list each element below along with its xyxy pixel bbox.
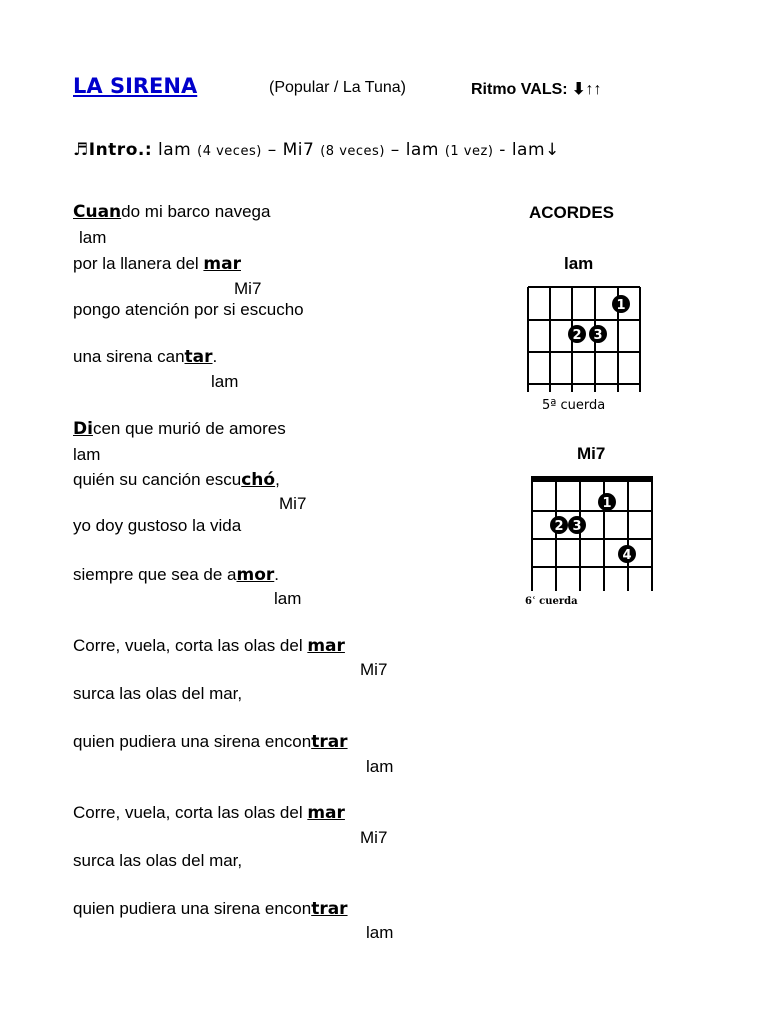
lyric-text: una sirena can bbox=[73, 347, 185, 366]
rhythm-label: Ritmo VALS: ⬇↑↑ bbox=[471, 81, 602, 98]
lyric-line bbox=[73, 202, 270, 222]
lyric-text: por la llanera del bbox=[73, 254, 204, 273]
finger-dot bbox=[618, 545, 636, 563]
stressed-syllable: trar bbox=[311, 899, 348, 919]
lyric-line bbox=[73, 300, 304, 320]
finger-number: 2 bbox=[554, 519, 564, 534]
chords-heading: ACORDES bbox=[529, 203, 615, 222]
chord-label: lam bbox=[274, 589, 302, 608]
finger-dot bbox=[568, 325, 586, 343]
lyric-line bbox=[73, 803, 345, 823]
chord-label: lam bbox=[366, 757, 394, 776]
lyric-line bbox=[73, 254, 241, 274]
finger-dot bbox=[612, 295, 630, 313]
lyric-line bbox=[73, 732, 348, 752]
chord-label: Mi7 bbox=[360, 828, 388, 847]
intro-line bbox=[73, 140, 560, 160]
lyric-text: . bbox=[212, 347, 218, 366]
lyric-line bbox=[73, 419, 286, 439]
finger-dot bbox=[568, 516, 586, 534]
lyric-text: quien pudiera una sirena encon bbox=[73, 732, 312, 751]
chord-label: lam bbox=[366, 923, 394, 942]
lyric-line bbox=[73, 565, 279, 585]
lyric-line bbox=[73, 851, 242, 871]
finger-number: 3 bbox=[572, 519, 582, 534]
finger-number: 3 bbox=[593, 328, 603, 343]
intro-count: (8 veces) bbox=[320, 144, 385, 159]
lyric-text: pongo atención por si escucho bbox=[73, 300, 304, 319]
lyric-line bbox=[73, 470, 280, 490]
intro-part: lam bbox=[152, 140, 198, 160]
intro-count: (1 vez) bbox=[444, 144, 494, 159]
intro-count: (4 veces) bbox=[197, 144, 262, 159]
finger-dot bbox=[598, 493, 616, 511]
lyric-text: yo doy gustoso la vida bbox=[73, 516, 242, 535]
lyric-text: , bbox=[275, 470, 280, 489]
finger-dot bbox=[550, 516, 568, 534]
chord-name-lam: lam bbox=[564, 254, 594, 273]
finger-dot bbox=[589, 325, 607, 343]
chord-diagram-mi7 bbox=[524, 473, 659, 598]
lyric-line bbox=[73, 516, 241, 536]
music-note-icon: ♬ bbox=[73, 140, 89, 160]
song-subtitle: (Popular / La Tuna) bbox=[269, 79, 406, 96]
stressed-syllable: tar bbox=[184, 347, 213, 367]
stressed-syllable: trar bbox=[311, 732, 348, 752]
string-label-mi7: 6ʿ cuerda bbox=[525, 596, 578, 607]
lyric-line bbox=[73, 899, 348, 919]
stressed-syllable: mar bbox=[307, 636, 345, 656]
chord-label: Mi7 bbox=[234, 279, 262, 298]
stressed-syllable: Cuan bbox=[73, 202, 122, 222]
chord-label: lam bbox=[211, 372, 239, 391]
lyric-text: . bbox=[274, 565, 280, 584]
chord-name-mi7: Mi7 bbox=[577, 444, 606, 463]
lyric-text: Corre, vuela, corta las olas del bbox=[73, 803, 308, 822]
finger-number: 1 bbox=[616, 298, 626, 313]
chord-diagram-lam bbox=[520, 280, 650, 395]
intro-part: - lam↓ bbox=[493, 140, 560, 160]
lyric-text: surca las olas del mar, bbox=[73, 684, 243, 703]
lyric-text: do mi barco navega bbox=[121, 202, 271, 221]
chord-label: lam bbox=[73, 445, 101, 464]
lyric-line bbox=[73, 636, 345, 656]
lyric-text: quien pudiera una sirena encon bbox=[73, 899, 312, 918]
lyric-line bbox=[73, 347, 217, 367]
intro-label: Intro.: bbox=[88, 140, 153, 160]
lyric-text: siempre que sea de a bbox=[73, 565, 237, 584]
chord-label: lam bbox=[79, 228, 107, 247]
lyric-text: quién su canción escu bbox=[73, 470, 242, 489]
chord-label: Mi7 bbox=[360, 660, 388, 679]
stressed-syllable: mor bbox=[236, 565, 275, 585]
finger-number: 1 bbox=[602, 496, 612, 511]
lyric-text: surca las olas del mar, bbox=[73, 851, 243, 870]
chord-label: Mi7 bbox=[279, 494, 307, 513]
lyric-text: Corre, vuela, corta las olas del bbox=[73, 636, 308, 655]
song-title: LA SIRENA bbox=[73, 74, 198, 98]
finger-number: 4 bbox=[622, 548, 632, 563]
intro-part: – lam bbox=[384, 140, 445, 160]
lyric-line bbox=[73, 684, 242, 704]
stressed-syllable: mar bbox=[203, 254, 241, 274]
intro-part: – Mi7 bbox=[261, 140, 321, 160]
stressed-syllable: Di bbox=[73, 419, 93, 439]
finger-number: 2 bbox=[572, 328, 582, 343]
string-label-lam: 5ª cuerda bbox=[542, 398, 606, 413]
stressed-syllable: mar bbox=[307, 803, 345, 823]
stressed-syllable: chó bbox=[241, 470, 276, 490]
lyric-text: cen que murió de amores bbox=[92, 419, 286, 438]
